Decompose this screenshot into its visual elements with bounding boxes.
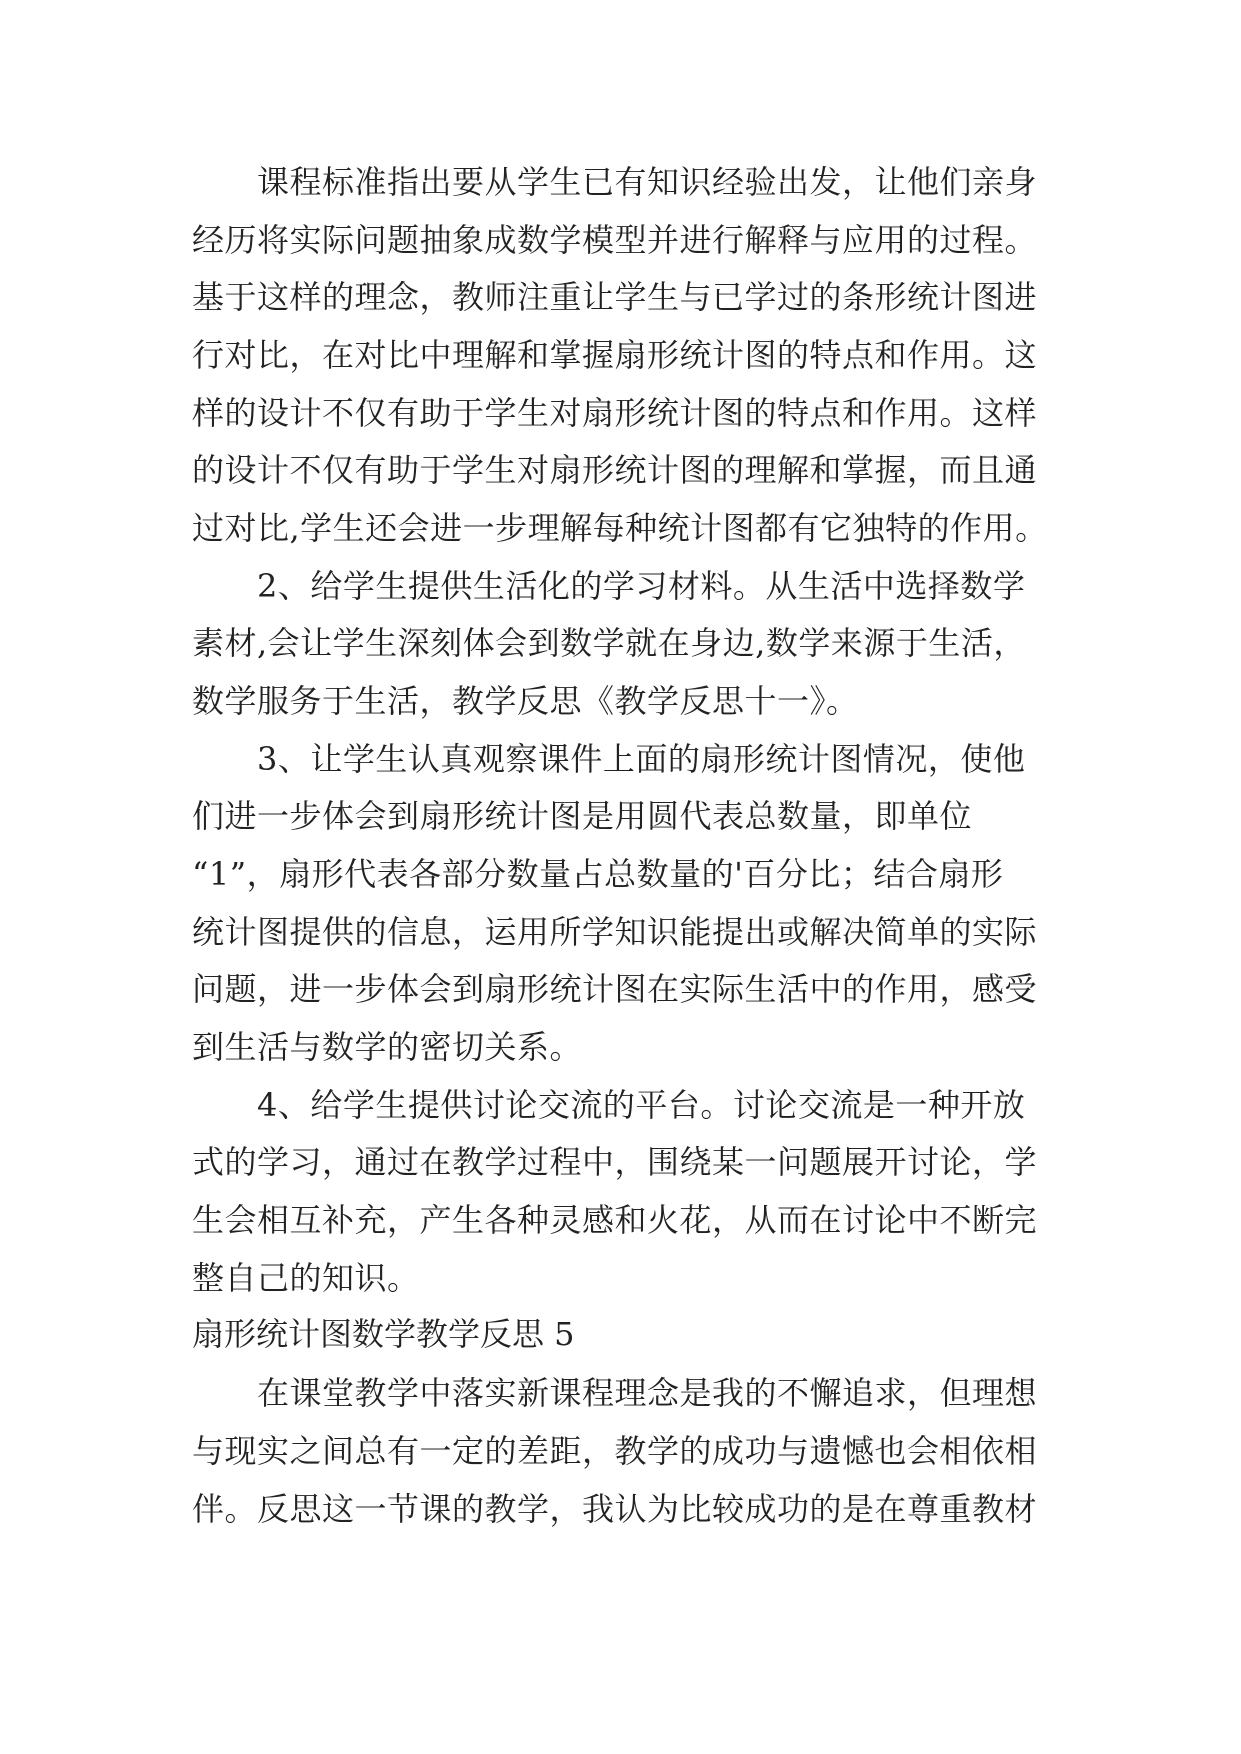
text-line: 2、给学生提供生活化的学习材料。从生活中选择数学 <box>192 567 1026 605</box>
text-line: 的设计不仅有助于学生对扇形统计图的理解和掌握，而且通 <box>192 451 1038 489</box>
text-line: 统计图提供的信息，运用所学知识能提出或解决简单的实际 <box>192 913 1038 951</box>
text-line: “1”，扇形代表各部分数量占总数量的'百分比；结合扇形 <box>192 855 1004 893</box>
text-line: 问题，进一步体会到扇形统计图在实际生活中的作用，感受 <box>192 970 1038 1008</box>
section-heading: 扇形统计图数学教学反思 5 <box>192 1315 575 1353</box>
text-line: 式的学习，通过在教学过程中，围绕某一问题展开讨论，学 <box>192 1143 1038 1181</box>
text-line: 与现实之间总有一定的差距，教学的成功与遗憾也会相依相 <box>192 1432 1038 1470</box>
text-line: 素材,会让学生深刻体会到数学就在身边,数学来源于生活， <box>192 624 1026 662</box>
text-line: 伴。反思这一节课的教学，我认为比较成功的是在尊重教材 <box>192 1490 1038 1528</box>
text-line: 基于这样的理念，教师注重让学生与已学过的条形统计图进 <box>192 278 1038 316</box>
text-line: 生会相互补充，产生各种灵感和火花，从而在讨论中不断完 <box>192 1201 1038 1239</box>
text-line: 数学服务于生活，教学反思《教学反思十一》。 <box>192 682 859 720</box>
text-line: 4、给学生提供讨论交流的平台。讨论交流是一种开放 <box>192 1086 1026 1124</box>
text-line: 过对比,学生还会进一步理解每种统计图都有它独特的作用。 <box>192 509 1048 547</box>
text-line: 课程标准指出要从学生已有知识经验出发，让他们亲身 <box>192 163 1038 201</box>
text-line: 3、让学生认真观察课件上面的扇形统计图情况，使他 <box>192 740 1026 778</box>
text-line: 们进一步体会到扇形统计图是用圆代表总数量，即单位 <box>192 797 973 835</box>
text-line: 在课堂教学中落实新课程理念是我的不懈追求，但理想 <box>192 1374 1038 1412</box>
text-line: 行对比，在对比中理解和掌握扇形统计图的特点和作用。这 <box>192 336 1038 374</box>
text-line: 样的设计不仅有助于学生对扇形统计图的特点和作用。这样 <box>192 394 1038 432</box>
text-line: 到生活与数学的密切关系。 <box>192 1028 583 1066</box>
text-line: 整自己的知识。 <box>192 1259 420 1297</box>
text-line: 经历将实际问题抽象成数学模型并进行解释与应用的过程。 <box>192 221 1038 259</box>
